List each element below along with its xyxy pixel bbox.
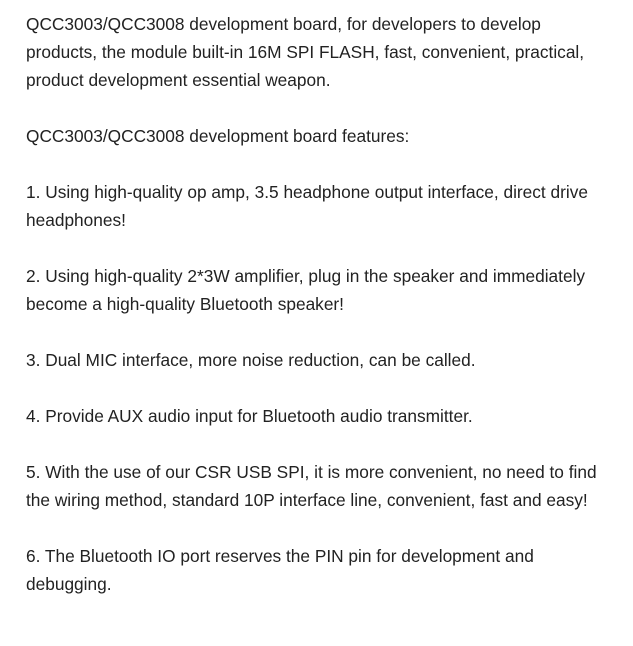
feature-item-4: 4. Provide AUX audio input for Bluetooth audio transmitter. [26,406,473,426]
feature-item-1: 1. Using high-quality op amp, 3.5 headphone output interface, direct drive headphones! [26,182,588,230]
features-heading: QCC3003/QCC3008 development board features: [26,126,410,146]
feature-item-6: 6. The Bluetooth IO port reserves the PIN pin for development and debugging. [26,546,534,594]
feature-item-3: 3. Dual MIC interface, more noise reduction, can be called. [26,350,476,370]
feature-item-5: 5. With the use of our CSR USB SPI, it is more convenient, no need to find the wiring method, standard 10P interface line, convenient, fast and easy! [26,462,597,510]
feature-item-2: 2. Using high-quality 2*3W amplifier, plug in the speaker and immediately become a high-quality Bluetooth speaker! [26,266,586,314]
intro-paragraph: QCC3003/QCC3008 development board, for developers to develop products, the module built-in 16M SPI FLASH, fast, convenient, practical, product development essential weapon. [26,14,585,90]
product-description [26,10,616,598]
